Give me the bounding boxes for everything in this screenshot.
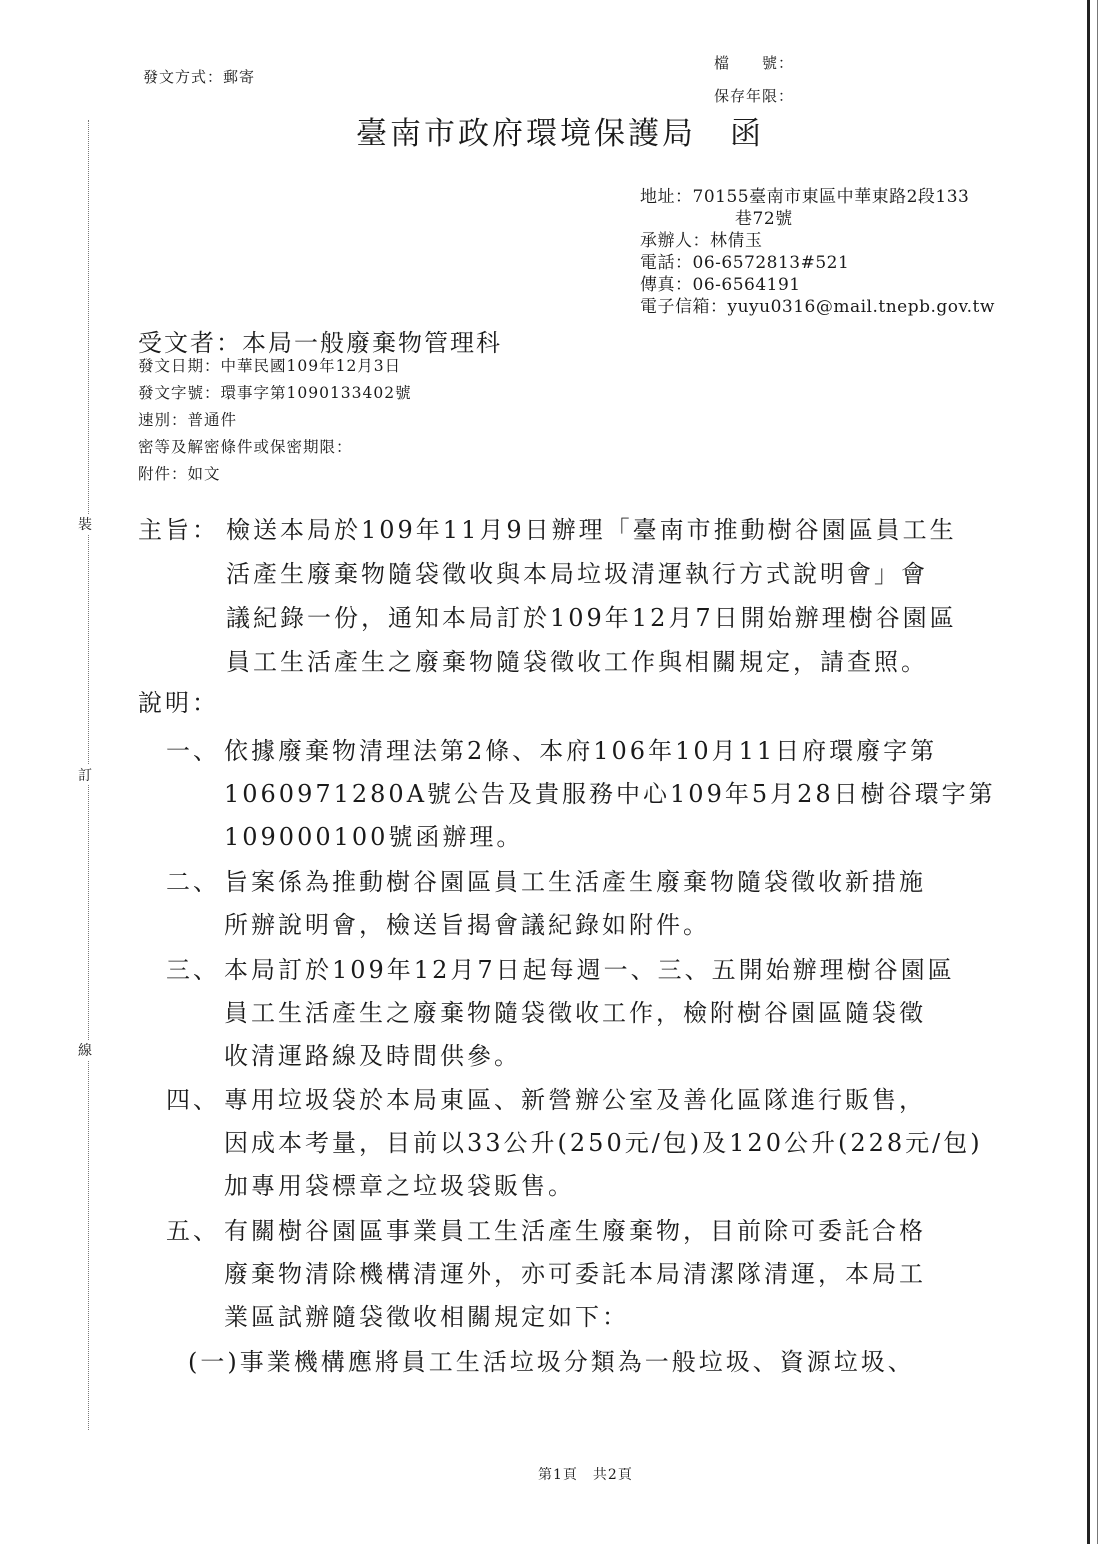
binding-mark-zhuang: 裝	[78, 514, 92, 534]
document-title: 臺南市政府環境保護局 函	[356, 116, 764, 152]
item-line: 加專用袋標章之垃圾袋販售。	[224, 1172, 575, 1200]
item-line: 業區試辦隨袋徵收相關規定如下：	[224, 1303, 629, 1331]
file-number-label: 檔 號：	[714, 54, 795, 72]
document-meta	[138, 353, 412, 488]
item-line: 有關樹谷園區事業員工生活產生廢棄物，目前除可委託合格	[224, 1217, 926, 1245]
secrecy-level: 密等及解密條件或保密期限：	[138, 438, 353, 456]
phone: 電話：06-6572813#521	[640, 253, 850, 273]
send-method: 發文方式：郵寄	[143, 68, 256, 86]
item-line: 所辦說明會，檢送旨揭會議紀錄如附件。	[224, 911, 710, 939]
item-line: 1060971280A號公告及貴服務中心109年5月28日樹谷環字第	[224, 780, 996, 808]
item-line: 廢棄物清除機構清運外，亦可委託本局清潔隊清運，本局工	[224, 1260, 926, 1288]
speed-class: 速別：普通件	[138, 411, 238, 429]
receiver: 受文者：本局一般廢棄物管理科	[138, 329, 502, 357]
email: 電子信箱：yuyu0316@mail.tnepb.gov.tw	[640, 297, 995, 317]
subject-line: 活產生廢棄物隨袋徵收與本局垃圾清運執行方式說明會」會	[226, 560, 928, 588]
subject-label: 主旨：	[138, 516, 219, 544]
address-line-1: 地址：70155臺南市東區中華東路2段133	[640, 187, 970, 207]
binding-mark-xian: 線	[78, 1040, 92, 1060]
binding-mark-ding: 訂	[78, 765, 92, 785]
handler: 承辦人：林倩玉	[640, 231, 763, 251]
subject-line: 檢送本局於109年11月9日辦理「臺南市推動樹谷園區員工生	[226, 516, 957, 544]
item-line: 員工生活產生之廢棄物隨袋徵收工作，檢附樹谷園區隨袋徵	[224, 999, 926, 1027]
item-number: 三、	[166, 956, 220, 984]
page-number: 第1頁 共2頁	[538, 1467, 633, 1483]
page-edge	[1087, 0, 1090, 1544]
retention-period-label: 保存年限：	[714, 87, 795, 105]
item-line: 專用垃圾袋於本局東區、新營辦公室及善化區隊進行販售，	[224, 1086, 926, 1114]
document-number: 發文字號：環事字第1090133402號	[138, 384, 412, 402]
item-number: 四、	[166, 1086, 220, 1114]
item-number: 一、	[166, 737, 220, 765]
page-edge-inner	[1097, 0, 1098, 1544]
item-line: 本局訂於109年12月7日起每週一、三、五開始辦理樹谷園區	[224, 956, 955, 984]
explanation-label: 說明：	[138, 689, 219, 717]
item-line: 因成本考量，目前以33公升(250元/包)及120公升(228元/包)	[224, 1129, 983, 1157]
item-line: 旨案係為推動樹谷園區員工生活產生廢棄物隨袋徵收新措施	[224, 868, 926, 896]
sub-item-line: (一)事業機構應將員工生活垃圾分類為一般垃圾、資源垃圾、	[188, 1348, 915, 1376]
issue-date: 發文日期：中華民國109年12月3日	[138, 357, 402, 375]
contact-block	[640, 186, 995, 318]
address-line-2: 巷72號	[735, 209, 793, 229]
subject-line: 員工生活產生之廢棄物隨袋徵收工作與相關規定，請查照。	[226, 648, 928, 676]
item-line: 收清運路線及時間供參。	[224, 1042, 521, 1070]
subject-line: 議紀錄一份，通知本局訂於109年12月7日開始辦理樹谷園區	[226, 604, 957, 632]
item-number: 五、	[166, 1217, 220, 1245]
attachment: 附件：如文	[138, 465, 221, 483]
fax: 傳真：06-6564191	[640, 275, 801, 295]
item-line: 109000100號函辦理。	[224, 823, 524, 851]
item-number: 二、	[166, 868, 220, 896]
item-line: 依據廢棄物清理法第2條、本府106年10月11日府環廢字第	[224, 737, 938, 765]
